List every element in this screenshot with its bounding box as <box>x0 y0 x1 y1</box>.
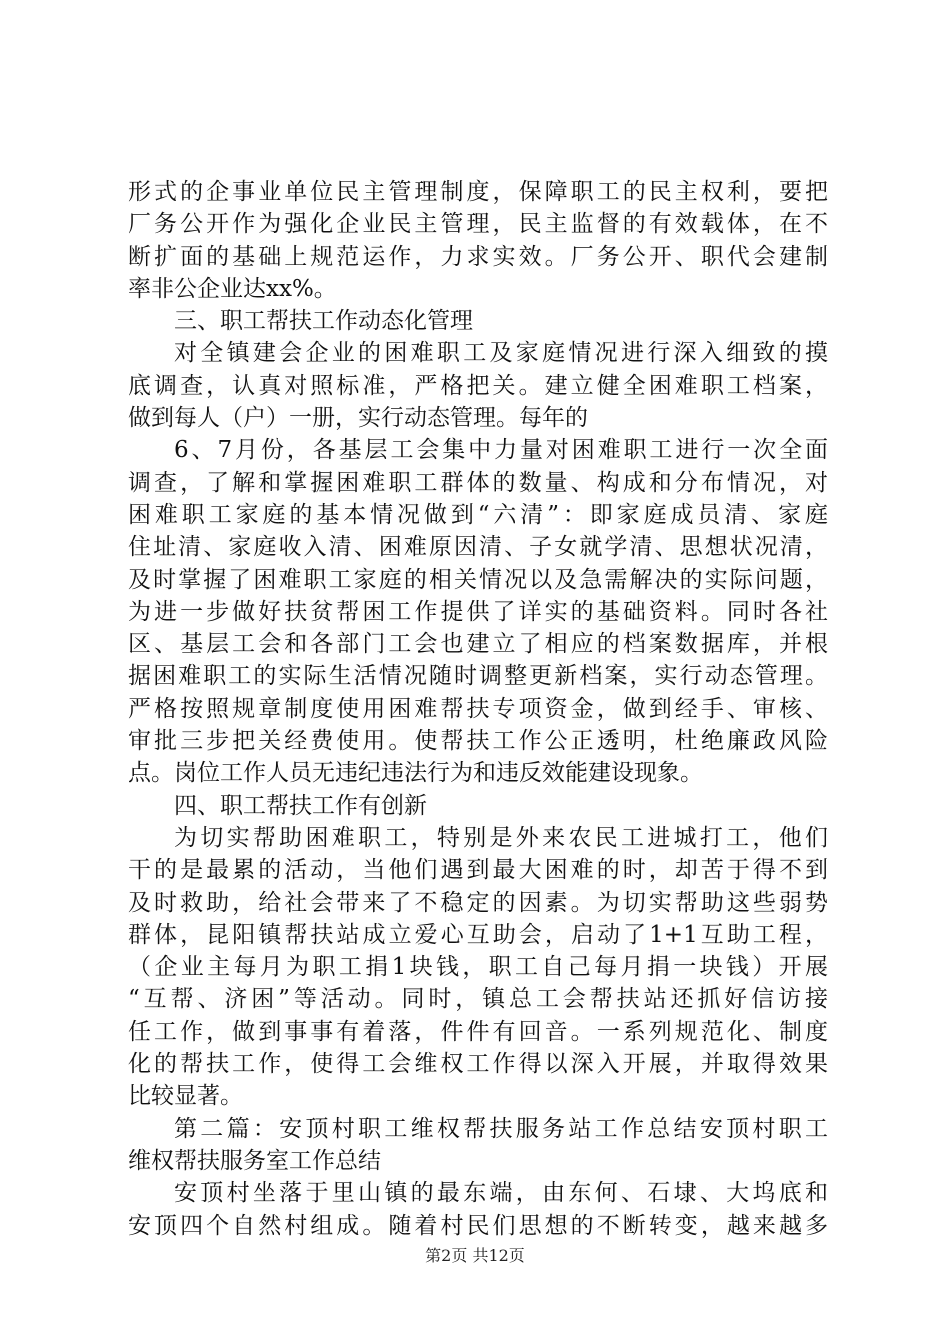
page-number-footer: 第2页 共12页 <box>425 1246 525 1265</box>
text-line: 困难职工家庭的基本情况做到“六清”：即家庭成员清、家庭 <box>128 501 828 528</box>
text-line: 及时掌握了困难职工家庭的相关情况以及急需解决的实际问题， <box>128 566 828 593</box>
text-line: 安顶四个自然村组成。随着村民们思想的不断转变，越来越多 <box>128 1212 828 1239</box>
text-line: 群体，昆阳镇帮扶站成立爱心互助会，启动了1+1互助工程， <box>128 921 828 948</box>
text-line: 区、基层工会和各部门工会也建立了相应的档案数据库，并根 <box>128 631 828 658</box>
text-line: 审批三步把关经费使用。使帮扶工作公正透明，杜绝廉政风险 <box>128 728 828 755</box>
text-line: 形式的企事业单位民主管理制度，保障职工的民主权利，要把 <box>128 179 828 205</box>
text-line: 厂务公开作为强化企业民主管理，民主监督的有效载体，在不 <box>128 211 828 238</box>
text-line: 做到每人（户）一册，实行动态管理。每年的 <box>128 405 588 432</box>
text-line: 住址清、家庭收入清、困难原因清、子女就学清、思想状况清， <box>128 534 828 561</box>
chapter-heading: 第二篇：安顶村职工维权帮扶服务站工作总结安顶村职工 <box>174 1115 828 1142</box>
text-line: 调查，了解和掌握困难职工群体的数量、构成和分布情况，对 <box>128 469 828 496</box>
section-heading: 三、职工帮扶工作动态化管理 <box>174 308 473 335</box>
text-line: “互帮、济困”等活动。同时，镇总工会帮扶站还抓好信访接 <box>128 986 828 1013</box>
text-line: 任工作，做到事事有着落，件件有回音。一系列规范化、制度 <box>128 1018 828 1045</box>
chapter-heading: 维权帮扶服务室工作总结 <box>128 1147 381 1174</box>
text-line: 安顶村坐落于里山镇的最东端，由东何、石埭、大坞底和 <box>174 1180 828 1207</box>
text-line: 化的帮扶工作，使得工会维权工作得以深入开展，并取得效果 <box>128 1051 828 1078</box>
text-line: 比较显著。 <box>128 1083 243 1110</box>
text-line: 率非公企业达xx%。 <box>128 275 337 302</box>
text-line: 干的是最累的活动，当他们遇到最大困难的时，却苦于得不到 <box>128 857 828 884</box>
text-line: （企业主每月为职工捐1块钱，职工自己每月捐一块钱）开展 <box>128 954 828 981</box>
text-line: 对全镇建会企业的困难职工及家庭情况进行深入细致的摸 <box>174 340 828 367</box>
text-line: 为进一步做好扶贫帮困工作提供了详实的基础资料。同时各社 <box>128 598 828 625</box>
text-line: 6、7月份，各基层工会集中力量对困难职工进行一次全面 <box>174 437 828 464</box>
text-line: 底调查，认真对照标准，严格把关。建立健全困难职工档案， <box>128 372 828 399</box>
section-heading: 四、职工帮扶工作有创新 <box>174 792 427 819</box>
text-line: 据困难职工的实际生活情况随时调整更新档案，实行动态管理。 <box>128 663 828 690</box>
text-line: 断扩面的基础上规范运作，力求实效。厂务公开、职代会建制 <box>128 243 828 270</box>
document-body <box>128 176 828 1242</box>
text-line: 严格按照规章制度使用困难帮扶专项资金，做到经手、审核、 <box>128 695 828 722</box>
text-line: 及时救助，给社会带来了不稳定的因素。为切实帮助这些弱势 <box>128 889 828 916</box>
text-line: 点。岗位工作人员无违纪违法行为和违反效能建设现象。 <box>128 760 703 787</box>
text-line: 为切实帮助困难职工，特别是外来农民工进城打工，他们 <box>174 824 828 851</box>
